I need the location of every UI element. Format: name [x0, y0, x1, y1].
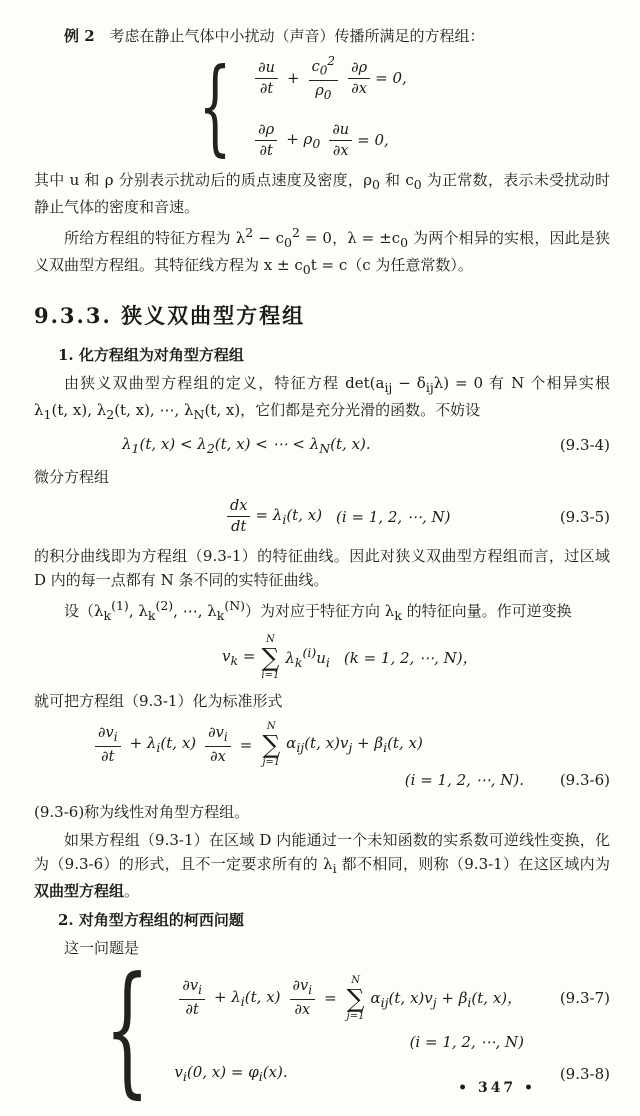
- paragraph-diagonal-name: (9.3-6)称为线性对角型方程组。: [34, 803, 250, 822]
- equation-transformation-line: [34, 634, 610, 681]
- fraction-dvi-dx: $\frac{\partial v_i}{\partial x}$: [205, 724, 231, 766]
- equation-9-3-8-line: [174, 1062, 610, 1086]
- example-intro-text: 考虑在静止气体中小扰动（声音）传播所满足的方程组：: [109, 27, 485, 45]
- index-condition: (i = 1, 2, ⋯, N).: [404, 771, 524, 790]
- equation-9-3-7-line: [174, 975, 610, 1022]
- lambda-term: + $\lambda_i(t$, x): [129, 734, 197, 756]
- summation-symbol: [262, 721, 280, 768]
- fraction-du-dt: $\frac{\partial u}{\partial t}$: [255, 59, 278, 98]
- sum-lower-limit: j=1: [346, 1010, 365, 1022]
- lambda-term: + $\lambda_i(t$, x): [213, 987, 281, 1009]
- equation-transformation: [34, 634, 610, 681]
- example-label: 例 2: [64, 27, 95, 45]
- equation-9-3-6: [34, 721, 610, 792]
- sum-lower-limit: i=1: [261, 670, 280, 682]
- sigma-icon: ∑: [262, 730, 281, 760]
- equation-9-3-4-line: [34, 433, 610, 457]
- equation-rhs: = 0,: [357, 131, 389, 150]
- fraction-du-dx: $\frac{\partial u}{\partial x}$: [329, 121, 352, 160]
- equation-rhs: = 0,: [375, 69, 407, 88]
- fraction-dvi-dt: $\frac{\partial v_i}{\partial t}$: [95, 724, 121, 766]
- sum-upper-limit: N: [266, 721, 276, 733]
- equation-9-3-5-line: [34, 497, 610, 536]
- sound-equation-1: [250, 54, 407, 103]
- sigma-icon: ∑: [261, 643, 280, 673]
- equation-9-3-6-line2: [34, 768, 610, 792]
- left-brace: {: [104, 947, 150, 1113]
- sum-lower-limit: j=1: [262, 757, 281, 769]
- paragraph-definition: 由狭义双曲型方程组的定义，特征方程 $\det(a_{ij} - \delta_{ij}\lambda) = 0$ 有 N 个相异实根 $\lambda_1(t$, x), $\lambda_2(t$, x), ⋯, $\lambda_N(t$, x)，它们都是充分光滑的函数。不妨设: [34, 374, 611, 423]
- plus-rho0-term: + $\rho_0$: [286, 129, 321, 151]
- sound-equation-2: [250, 121, 407, 160]
- page-number: • 347 •: [458, 1080, 536, 1097]
- fraction-drho-dt: $\frac{\partial\rho}{\partial t}$: [255, 121, 277, 160]
- paragraph-integral-curves: 的积分曲线即为方程组（9.3-1）的特征曲线。因此对狭义双曲型方程组而言，过区域 D 内的每一点都有 N 条不同的实特征曲线。: [34, 547, 610, 590]
- sum-upper-limit: N: [351, 974, 360, 986]
- paragraph-problem-intro: 这一问题是: [64, 939, 140, 958]
- sigma-icon: ∑: [346, 983, 365, 1013]
- equation-lhs: $v_k$ =: [222, 647, 256, 669]
- fraction-drho-dx: $\frac{\partial\rho}{\partial x}$: [348, 59, 370, 98]
- example-paragraph: [34, 24, 610, 48]
- equation-tag: (9.3-5): [559, 507, 610, 526]
- fraction-dvi-dt: $\frac{\partial v_i}{\partial t}$: [179, 977, 205, 1019]
- equals-sign: =: [324, 989, 337, 1008]
- equation-rhs: $\alpha_{ij}(t$, $x)v_j + \beta_i(t$, x)，: [370, 988, 523, 1010]
- paragraph-standard-form: 就可把方程组（9.3-1）化为标准形式: [34, 692, 283, 711]
- sum-upper-limit: N: [266, 634, 275, 646]
- paragraph-eigenvector: 设（$\lambda_k^{(1)}$, $\lambda_k^{(2)}$, ⋯, $\lambda_k^{(N)}$）为对应于特征方向 $\lambda_k$ 的特征向量。作可逆变换: [64, 598, 572, 624]
- cauchy-problem-system: [82, 947, 610, 1113]
- section-heading: 9.3.3. 狭义双曲型方程组: [34, 303, 306, 329]
- equation-rhs: $\alpha_{ij}(t$, $x)v_j + \beta_i(t$, x): [286, 734, 423, 756]
- fraction-c0-rho0: $\frac{c_0^2}{\rho_0}$: [309, 54, 339, 103]
- equation-rhs: = $\lambda_i(t$, x): [255, 506, 323, 528]
- paragraph-characteristic-roots: 所给方程组的特征方程为 $\lambda^2 - c_0^2 = 0$，$\lambda = \pm c_0$ 为两个相异的实根，因此是狭义双曲型方程组。其特征线方程为 $x \pm c_0t = c(c$ 为任意常数）。: [34, 225, 610, 278]
- sound-wave-equation-system: [182, 45, 610, 168]
- index-condition: (i = 1, 2, ⋯, N): [409, 1032, 524, 1051]
- equation-body: $\lambda_1(t$, $x) < \lambda_2(t$, x) < ⋯ < $\lambda_N(t$, x).: [122, 434, 371, 456]
- subsection-2-heading: 2. 对角型方程组的柯西问题: [58, 911, 244, 930]
- equation-9-3-4: [34, 433, 610, 457]
- equals-sign: =: [239, 735, 253, 754]
- subsection-1-heading: 1. 化方程组为对角型方程组: [58, 346, 244, 365]
- system-rows: [174, 975, 610, 1086]
- equation-rhs: $\lambda_k^{(i)}u_i$: [285, 645, 330, 671]
- summation-symbol: [261, 634, 279, 681]
- system-rows: [250, 54, 407, 160]
- index-condition: (i = 1, 2, ⋯, N): [336, 507, 451, 526]
- equation-tag: (9.3-8): [559, 1064, 610, 1083]
- summation-symbol: [347, 975, 365, 1022]
- left-brace: {: [198, 45, 232, 168]
- paragraph-hyperbolic-definition: 如果方程组（9.3-1）在区域 D 内能通过一个未知函数的实系数可逆线性变换，化为（9.3-6）的形式，且不一定要求所有的 $\lambda_i$ 都不相同，则称（9.3-1）在这区域内为双曲型方程组。: [34, 831, 610, 901]
- initial-condition: $v_i(0$, $x) = \varphi_i(x)$.: [174, 1063, 288, 1085]
- equation-tag: (9.3-4): [559, 436, 610, 455]
- equation-index-condition-line: [174, 1030, 610, 1054]
- fraction-dx-dt: $\frac{dx}{dt}$: [227, 497, 250, 536]
- plus-operator: +: [287, 69, 300, 88]
- paragraph-variables-explanation: 其中 u 和 ρ 分别表示扰动后的质点速度及密度，$\rho_0$ 和 $c_0$ 为正常数，表示未受扰动时静止气体的密度和音速。: [34, 171, 610, 217]
- fraction-dvi-dx: $\frac{\partial v_i}{\partial x}$: [290, 977, 316, 1019]
- index-condition: (k = 1, 2, ⋯, N)，: [343, 649, 478, 668]
- paragraph-ode-system-label: 微分方程组: [34, 468, 110, 487]
- equation-tag: (9.3-7): [559, 989, 610, 1008]
- equation-9-3-5: [34, 497, 610, 536]
- equation-tag: (9.3-6): [559, 771, 610, 790]
- equation-9-3-6-line1: [34, 721, 610, 768]
